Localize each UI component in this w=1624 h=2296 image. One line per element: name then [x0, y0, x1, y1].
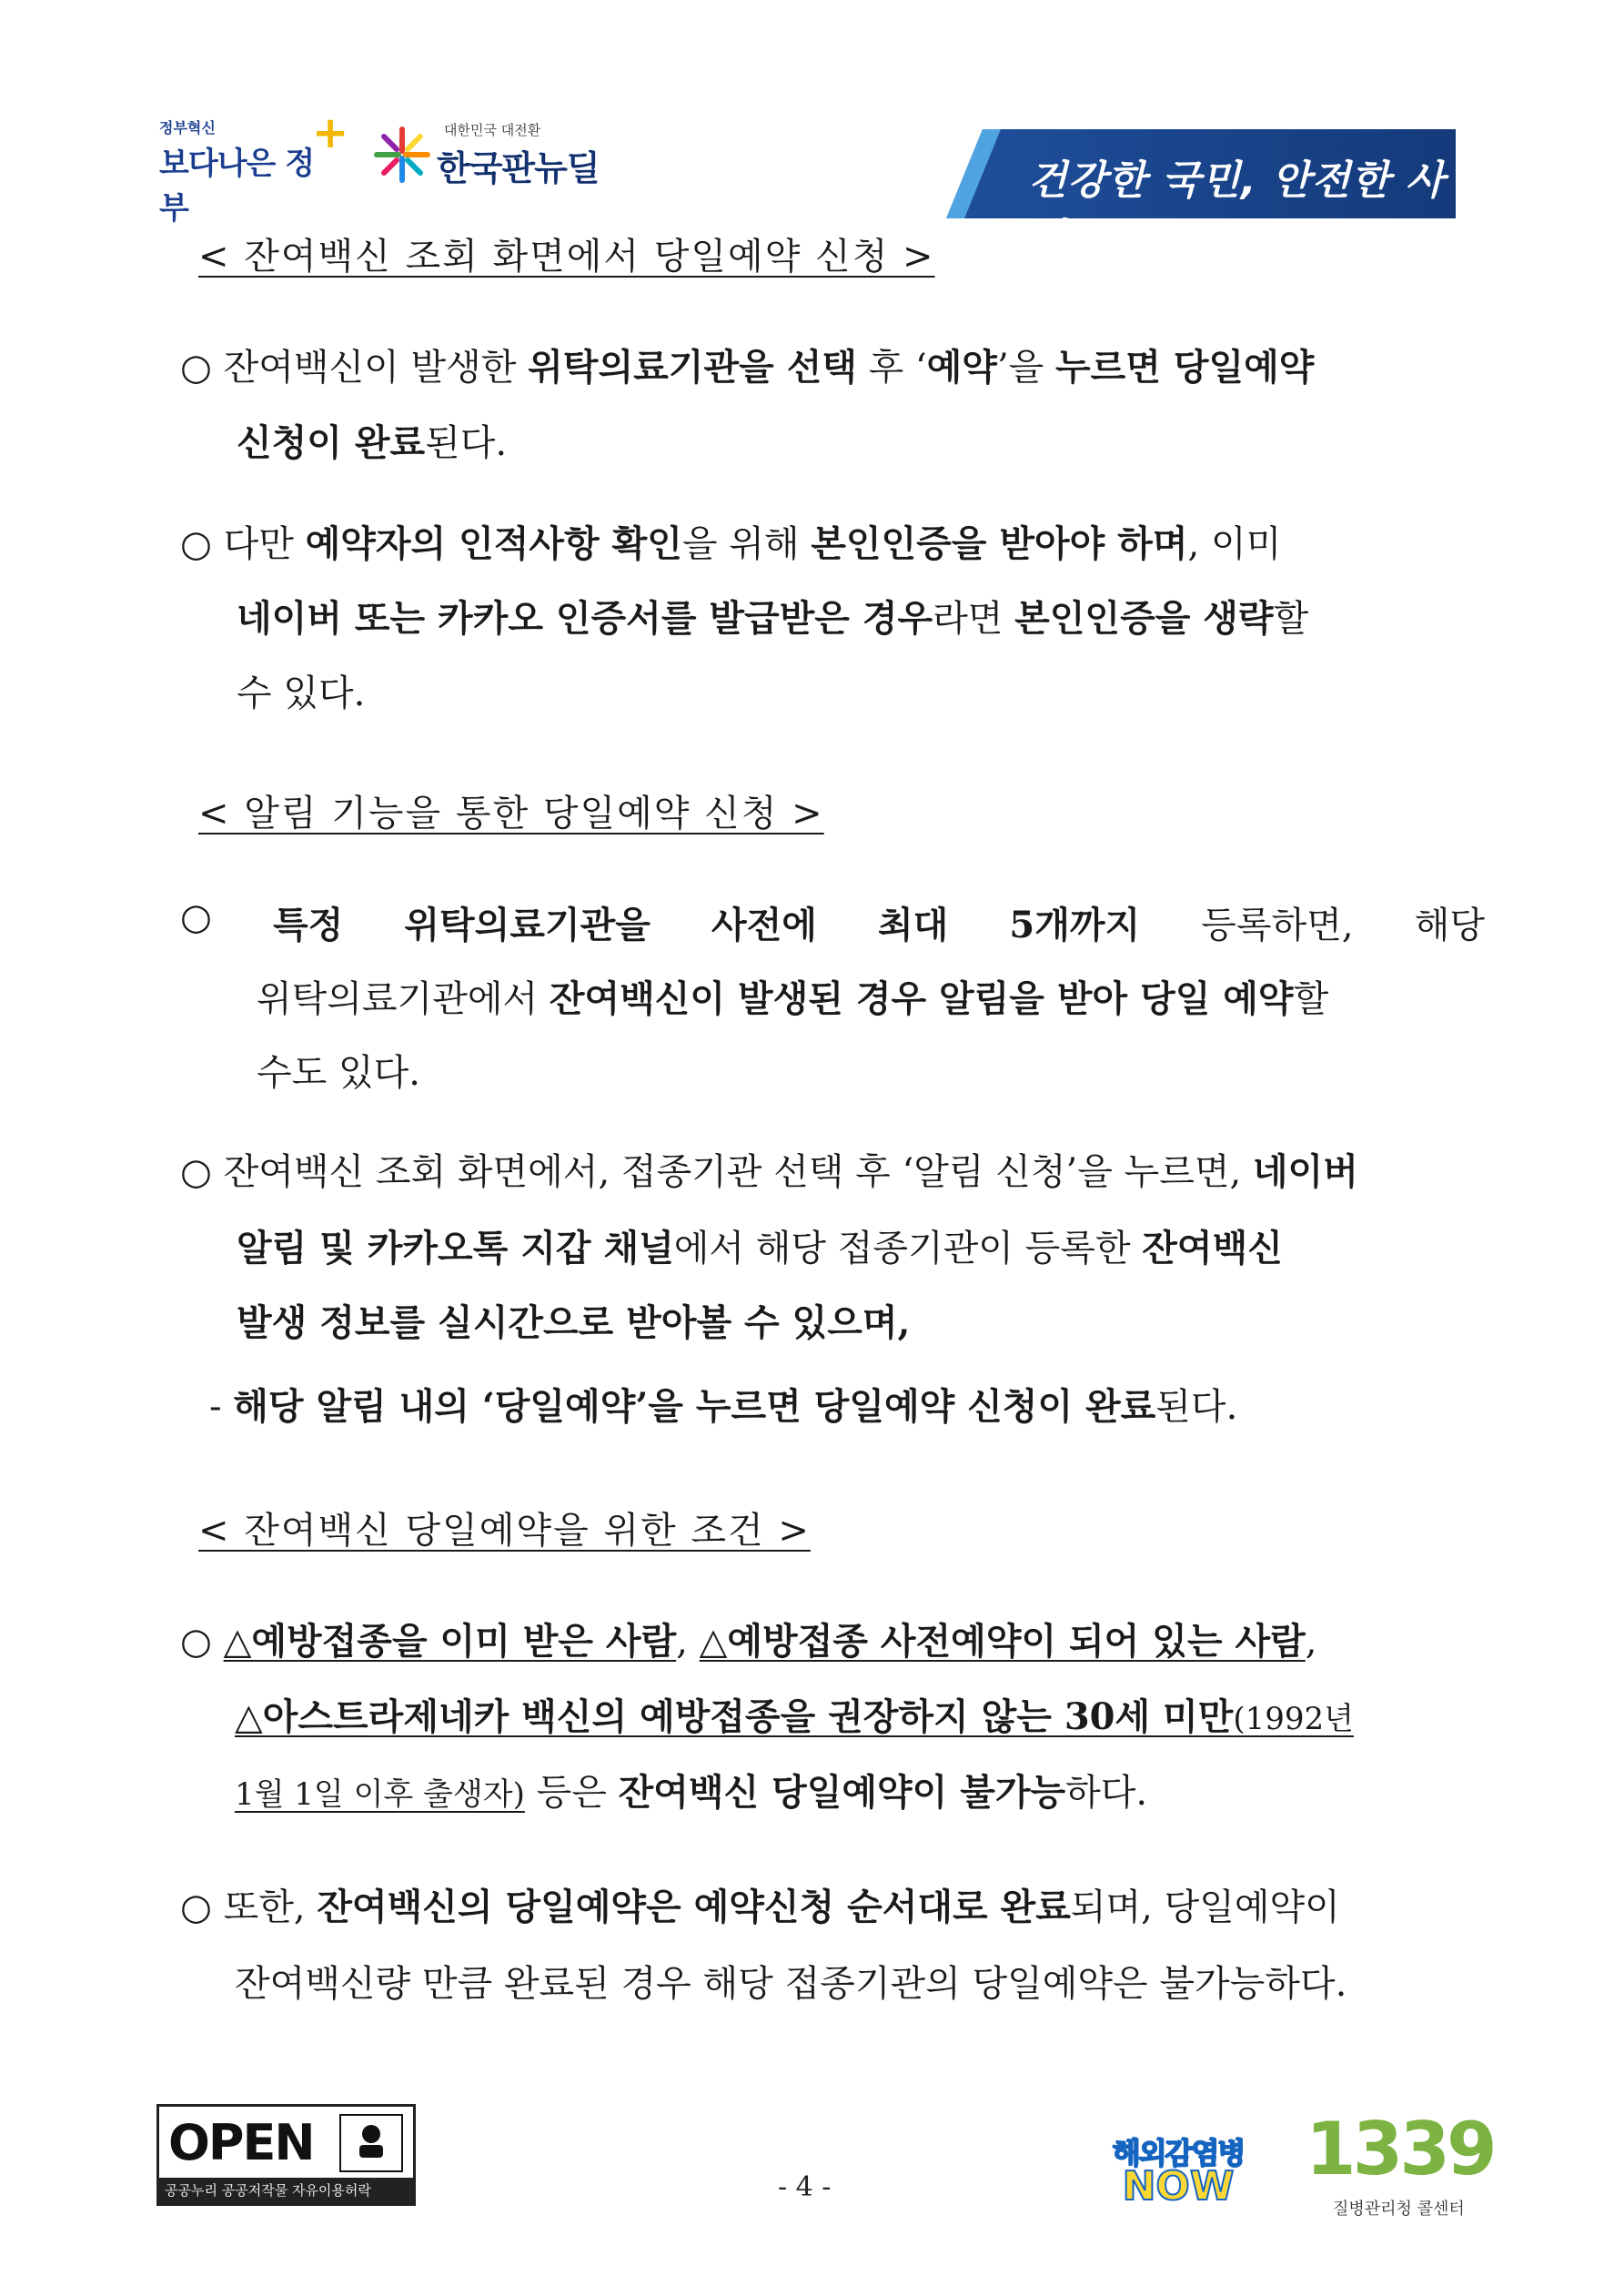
- text-bold: 잔여백신: [1142, 1227, 1283, 1269]
- s1-bullet2-line3: 수 있다.: [237, 673, 366, 714]
- text-bold: 예약: [926, 346, 997, 389]
- text-bold: 본인인증을 받아야 하며: [811, 522, 1188, 565]
- s3-bullet1-line1: [180, 1613, 1316, 1664]
- text-bold: 위탁의료기관을: [404, 904, 651, 946]
- text-bold: 본인인증을 생략: [1014, 597, 1274, 640]
- gov-innovation-logo: [159, 107, 349, 227]
- text: 된다.: [1155, 1386, 1238, 1428]
- text: 해당: [1414, 905, 1485, 946]
- s3-bullet1-line3: [235, 1764, 1147, 1816]
- s2-dash-item: [209, 1378, 1237, 1430]
- slogan-text: 건강한 국민, 안전한 사회: [1028, 157, 1446, 262]
- text: 라면: [933, 598, 1015, 640]
- overseas-infectious-disease-now-logo: [1101, 2107, 1256, 2216]
- open-license-caption: 공공누리 공공저작물 자유이용허락: [159, 2178, 413, 2203]
- text-bold: 잔여백신이 발생된 경우 알림을 받아 당일 예약: [549, 977, 1294, 1020]
- text: ○: [180, 896, 212, 938]
- page-number: - 4 -: [778, 2171, 832, 2203]
- hotline-number: 1339: [1306, 2107, 1494, 2191]
- s2-bullet1-line1: [180, 896, 1485, 948]
- s2-bullet2-line1: [180, 1143, 1358, 1195]
- text: 할: [1273, 598, 1309, 640]
- s3-bullet2-line1: [180, 1878, 1340, 1930]
- s1-bullet1-line1: [180, 339, 1485, 390]
- text-bold: 예약자의 인적사항 확인: [305, 522, 682, 565]
- text: ,: [676, 1621, 700, 1663]
- text: 위탁의료기관에서: [257, 978, 550, 1020]
- section-heading-2: < 알림 기능을 통한 당일예약 신청 >: [198, 793, 824, 834]
- text-underlined: (1992년: [1233, 1701, 1354, 1737]
- text: 등은: [524, 1772, 619, 1814]
- text-bold: 알림 및 카카오톡 지갑 채널: [237, 1227, 674, 1269]
- text: ’을: [996, 347, 1056, 389]
- text: 되며, 당일예약이: [1070, 1886, 1340, 1928]
- text-bold: 네이버 또는 카카오 인증서를 발급받은 경우: [237, 597, 933, 640]
- text: ,: [1305, 1621, 1317, 1663]
- text: ○ 잔여백신이 발생한: [180, 347, 529, 389]
- text-bold: 네이버: [1252, 1150, 1358, 1193]
- travel-logo-bottom: NOW: [1122, 2163, 1235, 2210]
- text-bold: 특정: [273, 904, 344, 946]
- text-bold: 잔여백신 당일예약이 불가능: [618, 1771, 1066, 1814]
- s3-bullet2-line2: 잔여백신량 만큼 완료된 경우 해당 접종기관의 당일예약은 불가능하다.: [235, 1963, 1347, 2005]
- text: ○ 잔여백신 조회 화면에서, 접종기관 선택 후 ‘알림 신청’을 누르면,: [180, 1151, 1253, 1193]
- text: ○ 다만: [180, 523, 306, 565]
- new-deal-big-text: 한국판뉴딜: [437, 148, 600, 188]
- gov-logo-small-text: 정부혁신: [159, 119, 216, 137]
- text-underlined: 1월 1일 이후 출생자): [235, 1776, 525, 1813]
- text-bold-underlined: △예방접종 사전예약이 되어 있는 사람: [699, 1620, 1306, 1663]
- gov-logo-big-text: 보다나은 정부: [159, 146, 315, 227]
- person-icon: [339, 2114, 403, 2172]
- new-deal-star-icon: [373, 126, 431, 184]
- text: 된다.: [425, 422, 508, 464]
- text-bold: 위탁의료기관을 선택: [528, 346, 857, 389]
- text: ○: [180, 1621, 224, 1663]
- text: , 이미: [1187, 523, 1282, 565]
- s2-bullet2-line2: [237, 1219, 1485, 1271]
- section-heading-1: < 잔여백신 조회 화면에서 당일예약 신청 >: [198, 236, 935, 278]
- s3-bullet1-line2: [235, 1688, 1354, 1740]
- text-bold: 해당 알림 내의 ‘당일예약’을 누르면 당일예약 신청이 완료: [233, 1385, 1156, 1428]
- text: 할: [1293, 978, 1329, 1020]
- travel-logo-top: 해외감염병: [1112, 2136, 1245, 2170]
- text-bold: 5개까지: [1009, 904, 1141, 946]
- plus-icon: +: [312, 107, 349, 158]
- text-bold: 신청이 완료: [237, 421, 426, 464]
- s1-bullet1-line2: [237, 414, 507, 466]
- s2-bullet1-line3: 수도 있다.: [257, 1052, 420, 1094]
- slogan-banner: [946, 129, 1456, 262]
- s2-bullet2-line1: [180, 515, 1281, 567]
- new-deal-small-text: 대한민국 대전환: [444, 122, 541, 138]
- s2-bullet1-line2: [257, 970, 1328, 1022]
- korean-new-deal-logo: [373, 107, 610, 198]
- s2-bullet2-line3: 발생 정보를 실시간으로 받아볼 수 있으며,: [237, 1301, 911, 1344]
- open-word: OPEN: [168, 2114, 314, 2171]
- text-bold: 사전에: [711, 904, 817, 946]
- text: ○ 또한,: [180, 1886, 318, 1928]
- s1-bullet2-line2: [237, 590, 1308, 642]
- text: -: [209, 1386, 234, 1428]
- hotline-1339-logo: [1306, 2107, 1494, 2225]
- text-bold-underlined: △아스트라제네카 백신의 예방접종을 권장하지 않는 30세 미만: [235, 1695, 1234, 1738]
- text: 을 위해: [681, 523, 812, 565]
- text: 후 ‘: [856, 347, 927, 389]
- text: 에서 해당 접종기관이 등록한: [673, 1228, 1143, 1269]
- text: 등록하면,: [1201, 905, 1354, 946]
- text: 하다.: [1065, 1772, 1148, 1814]
- section-heading-3: < 잔여백신 당일예약을 위한 조건 >: [198, 1510, 811, 1552]
- text-bold: 잔여백신의 당일예약은 예약신청 순서대로 완료: [317, 1886, 1071, 1928]
- text-bold: 최대: [878, 904, 949, 946]
- text-bold: 누르면 당일예약: [1055, 346, 1315, 389]
- text-bold-underlined: △예방접종을 이미 받은 사람: [223, 1620, 677, 1663]
- hotline-caption: 질병관리청 콜센터: [1333, 2200, 1465, 2219]
- open-license-badge: [156, 2104, 416, 2206]
